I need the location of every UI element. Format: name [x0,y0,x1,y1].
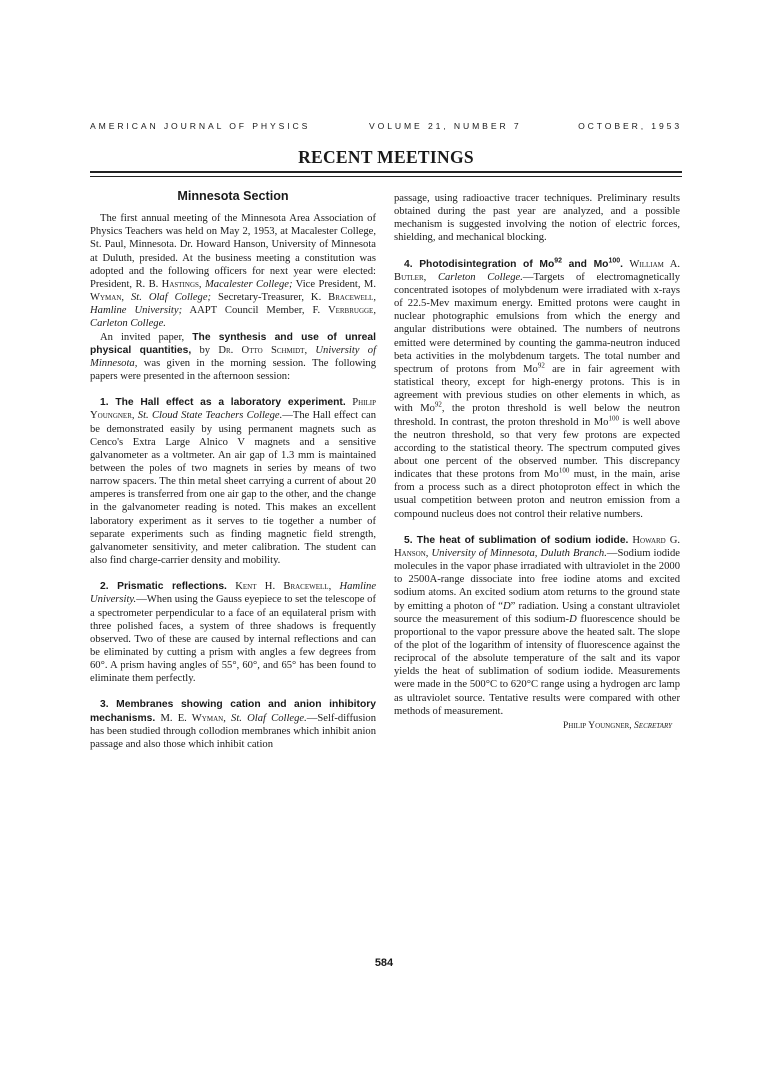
paper-body-continued: passage, using radioactive tracer techniques. Preliminary results obtained during the past year are analyzed, and a possible mechanism is suggested involving the notion of electric forces, shielding, and mechanical blocking. [394,193,680,244]
page-number: 584 [374,957,394,969]
paper-body: Self-diffusion has been studied through collodion membranes which inhibit anion passage and also those which inhibit cation [90,712,376,750]
paper-author: Kent H. Bracewell [235,581,329,593]
volume-number: VOLUME 21, NUMBER 7 [369,121,522,131]
paper-abstract: 2. Prismatic reflections. Kent H. Bracewell, Hamline University.—When using the Gauss eyepiece to set the telescope of a spectrometer perpendicular to a face of an equilateral prism with three polished faces, a system of three shadows is frequently observed. Two of these are caused by internal reflections and can be eliminated by cutting a prism with angles a few degrees from 60°. A prism having angles of 55°, 60°, and 65° has been found to eliminate them perfectly. [90,581,377,685]
officer-name: M. Wyman [90,278,376,304]
right-column [394,192,680,733]
paper-abstract: 4. Photodisintegration of Mo$^{92}$ and Mo$^{100}$. William A. Butler, Carleton College.—Targets of electromagnetically concentrated isotopes of molybdenum were irradiated with x-rays of 22.5-Mev maximum energy. Emitted protons were caught in nuclear photographic emulsions from which the energy and angular distributions were obtained. The numbers of neutrons emitted were determined by counting the gamma-neutron induced beta activities in the molybdenum targets. The total number and spectrum of protons from Mo$^{92}$ are in fair agreement with statistical theory, except for high-energy protons. This is in agreement with previous studies on other elements in which, as with Mo$^{92}$, the proton threshold is well below the neutron threshold. In contrast, the proton threshold in Mo$^{100}$ is well above the neutron threshold, so that very few protons are expected according to the statistical theory. The spectrum computed gives about one percent of the observed number. This discrepancy indicates that these protons from Mo$^{100}$ must, in the main, arise from a process such as a direct photoproton effect in which the usual competition between proton and neutron emission from a compound nucleus does not control their relative numbers. [394,257,681,520]
secretary-signature: Philip Youngner, Secretary [563,720,672,731]
title-rule-thin [90,176,682,177]
issue-date: OCTOBER, 1953 [578,121,682,131]
paper-affiliation: Carleton College. [437,271,523,283]
paper-title: 2. Prismatic reflections. [100,581,227,593]
paper-title: 5. The heat of sublimation of sodium iodide. [404,534,629,546]
paper-author: M. E. Wyman [160,712,224,724]
section-heading: Minnesota Section [177,189,289,203]
paper-title: 3. Membranes showing cation and anion inhibitory mechanisms. [90,699,376,724]
paper-author: William A. Butler [394,258,681,283]
officer-affiliation: Macalester College; [204,278,293,290]
invited-paper-title: The synthesis and use of unreal physical quantities, [90,331,376,356]
officer-name: F. Verbrugge [312,305,374,317]
paper-abstract: 5. The heat of sublimation of sodium iodide. Howard G. Hanson, University of Minnesota, Duluth Branch.—Sodium iodide molecules in the vapor phase irradiated with ultraviolet in the 2000 to 2500A-range dissociate into free iodine atoms and excited sodium atoms. An excited sodium atom returns to the ground state by emitting a photon of “D” radiation. Using a constant ultraviolet source the measurement of this sodium-D fluorescence should be proportional to the vapor pressure above the heated salt. The slope of the plot of the logarithm of intensity of fluorescence against the reciprocal of the absolute temperature of the salt and its vapor yields the heat of sublimation of sodium iodide. Measurements were made in the 500°C to 620°C range using a hydrogen arc lamp as ultraviolet source. Tentative results were compared with other methods of measurement. [394,534,681,717]
officer-name: R. B. Hastings [135,278,199,290]
paper-affiliation: St. Cloud State Teachers College. [137,410,283,422]
paper-affiliation: St. Olaf College. [231,712,307,724]
officer-affiliation: St. Olaf College; [130,292,212,304]
paper-body: The Hall effect can be demonstrated easily by using permanent magnets such as Cenco's Extra Large Alnico V magnets and a sensitive galvanometer as a voltmeter. An air gap of 1.3 mm is maintained between the poles of two magnets in series by means of two narrow spacers. The thin metal sheet carrying a current of about 20 amperes is transferred from one air gap to the other, and the change in the galvanometer reading is noted. This makes an excellent laboratory experiment as it serves to tie together a number of separate experiments such as finding magnetic field strength, galvanometer sensitivity, and meter calibration. The student can also find charge-carrier density and mobility. [90,410,377,567]
page-title: RECENT MEETINGS [298,147,474,167]
invited-paper-paragraph: An invited paper, The synthesis and use of unreal physical quantities, by Dr. Otto Schmidt, University of Minnesota, was given in the morning session. The following papers were presented in the afternoon session: [90,331,377,383]
invited-speaker: Dr. Otto Schmidt [218,344,305,356]
officer-affiliation: Carleton College. [90,318,166,330]
paper-abstract: 3. Membranes showing cation and anion inhibitory mechanisms. M. E. Wyman, St. Olaf College.—Self-diffusion has been studied through collodion membranes which inhibit anion passage and also those which inhibit cation [90,699,376,750]
paper-affiliation: University of Minnesota, Duluth Branch. [431,547,607,559]
invited-affiliation: University of Minnesota, [90,344,377,369]
paper-author: Philip Youngner [90,397,376,422]
officer-name: K. Bracewell [310,292,374,304]
paper-title: 4. Photodisintegration of Mo$^{92}$ and Mo$^{100}$. [404,257,623,270]
intro-paragraph: The first annual meeting of the Minnesota Area Association of Physics Teachers was held on May 2, 1953, at Macalester College, St. Paul, Minnesota. Dr. Howard Hanson, University of Minnesota at Duluth, presided. At the business meeting a constitution was adopted and the following officers for next year were elected: President, R. B. Hastings, Macalester College; Vice President, M. Wyman, St. Olaf College; Secretary-Treasurer, K. Bracewell, Hamline University; AAPT Council Member, F. Verbrugge, Carleton College. [90,213,376,330]
paper-author: Howard G. Hanson [394,534,680,559]
paper-title: 1. The Hall effect as a laboratory experiment. [100,397,346,409]
title-rule-thick [90,171,682,173]
paper-affiliation: Hamline University. [90,581,377,606]
left-column [90,190,376,751]
paper-abstract: 1. The Hall effect as a laboratory experiment. Philip Youngner, St. Cloud State Teachers College.—The Hall effect can be demonstrated easily by using permanent magnets such as Cenco's Extra Large Alnico V magnets and a sensitive galvanometer as a voltmeter. An air gap of 1.3 mm is maintained between the poles of two magnets in series by means of two narrow spacers. The thin metal sheet carrying a current of about 20 amperes is transferred from one air gap to the other, and the change in the galvanometer reading is noted. This makes an excellent laboratory experiment as it serves to tie together a number of separate experiments such as finding magnetic field strength, galvanometer sensitivity, and meter calibration. The student can also find charge-carrier density and mobility. [90,397,377,567]
officer-affiliation: Hamline University; [90,305,183,317]
journal-name: AMERICAN JOURNAL OF PHYSICS [90,121,311,131]
paper-body: When using the Gauss eyepiece to set the telescope of a spectrometer perpendicular to a face of an equilateral prism with three polished faces, a system of three shadows is frequently observed. Two of these are caused by internal reflections and can be eliminated by cutting a prism with angles a few degrees from 60°. A prism having angles of 55°, 60°, and 65° has been found to eliminate them perfectly. [90,594,376,685]
